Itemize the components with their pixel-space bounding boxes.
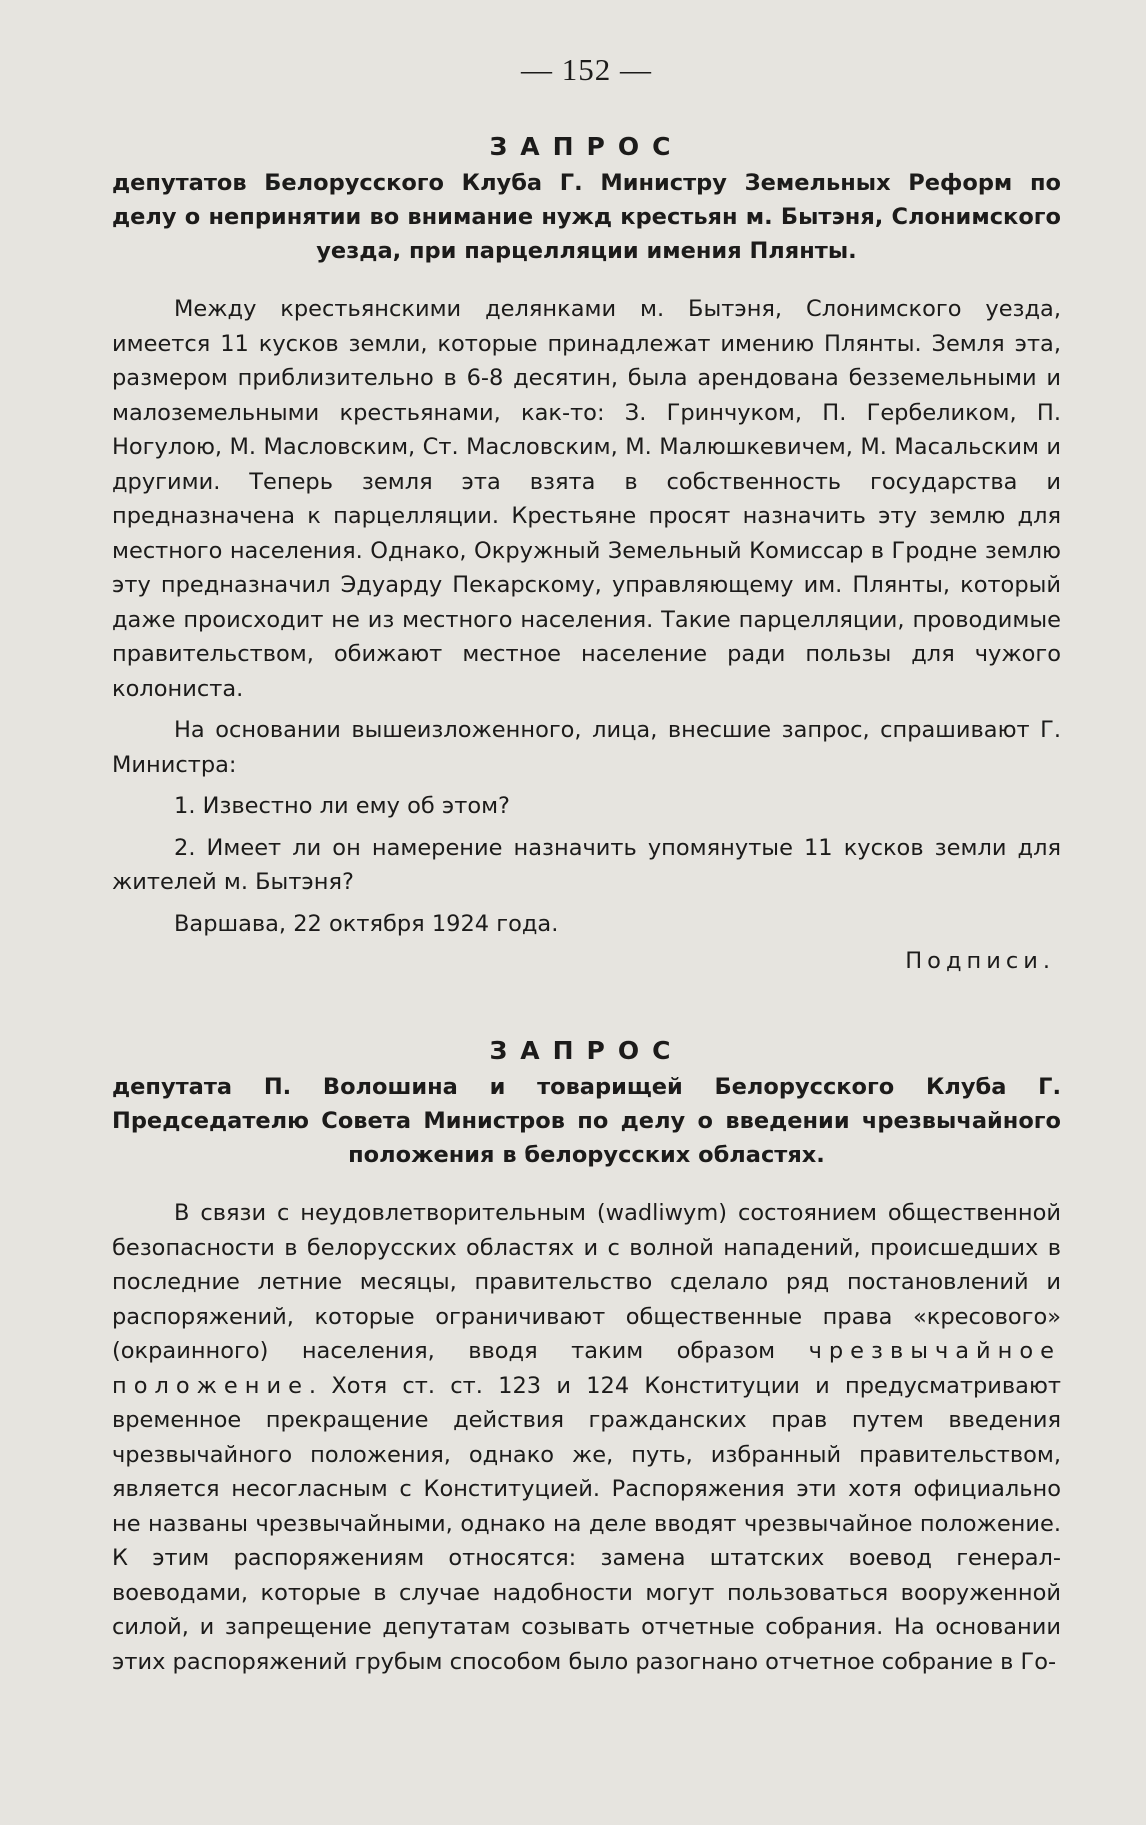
section-title: ЗАПРОС bbox=[489, 1036, 684, 1065]
inquiry-section-2 bbox=[112, 1036, 1061, 1679]
page-number: — 152 — bbox=[521, 52, 652, 87]
date-line: Варшава, 22 октября 1924 года. bbox=[174, 910, 559, 937]
question-item: 1. Известно ли ему об этом? bbox=[174, 793, 510, 819]
body-paragraph: Между крестьянскими делянками м. Бытэня, Слонимского уезда, имеется 11 кусков земли, которые принадлежат имению Плянты. Земля эта, размером приблизительно в 6-8 десятин, была арендована безземельными и малоземельными крестьянами, как-то: З. Гринчуком, П. Гербеликом, П. Ногулою, М. Масловским, Ст. Масловским, М. Малюшкевичем, М. Масальским и другими. Теперь земля эта взята в собственность государства и предназначена к парцелляции. Крестьяне просят назначить эту землю для местного населения. Однако, Окружный Земельный Комиссар в Гродне землю эту предназначил Эдуарду Пекарскому, управляющему им. Плянты, который даже происходит не из местного населения. Такие парцелляции, проводимые правительством, обижают местное население ради пользы для чужого колониста. bbox=[112, 296, 1061, 702]
body-paragraph: На основании вышеизложенного, лица, внесшие запрос, спрашивают Г. Министра: bbox=[112, 717, 1061, 778]
section-subtitle: депутатов Белорусского Клуба Г. Министру Земельных Реформ по делу о непринятии во внимание нужд крестьян м. Бытэня, Слонимского уезда, при парцелляции имения Плянты. bbox=[112, 170, 1061, 264]
section-subtitle: депутата П. Волошина и товарищей Белорусского Клуба Г. Председателю Совета Министров по делу о введении чрезвычайного положения в белорусских областях. bbox=[112, 1074, 1061, 1168]
body-paragraph bbox=[112, 1196, 1061, 1679]
inquiry-section-1 bbox=[112, 132, 1061, 974]
emphasized-phrase: чрезвычайное положение bbox=[112, 1338, 1061, 1399]
signature-line: Подписи. bbox=[905, 948, 1055, 974]
question-item: 2. Имеет ли он намерение назначить упомянутые 11 кусков земли для жителей м. Бытэня? bbox=[112, 834, 1061, 895]
section-title: ЗАПРОС bbox=[489, 132, 684, 161]
paragraph-text: В связи с неудовлетворительным (wadliwym) состоянием общественной безопасности в белорусских областях и с волной нападений, происшедших в последние летние месяцы, правительство сделало ряд постановлений и распоряжений, которые ограничивают общественные права «кресового» (окраинного) населения, вводя таким образом bbox=[112, 1200, 1061, 1364]
paragraph-text: . Хотя ст. ст. 123 и 124 Конституции и предусматривают временное прекращение действия гражданских прав путем введения чрезвычайного положения, однако же, путь, избранный правительством, является несогласным с Конституцией. Распоряжения эти хотя официально не названы чрезвычайными, однако на деле вводят чрезвычайное положение. К этим распоряжениям относятся: замена штатских воевод генерал-воеводами, которые в случае надобности могут пользоваться вооруженной силой, и запрещение депутатам созывать отчетные собрания. На основании этих распоряжений грубым способом было разогнано отчетное собрание в Го- bbox=[112, 1372, 1061, 1675]
